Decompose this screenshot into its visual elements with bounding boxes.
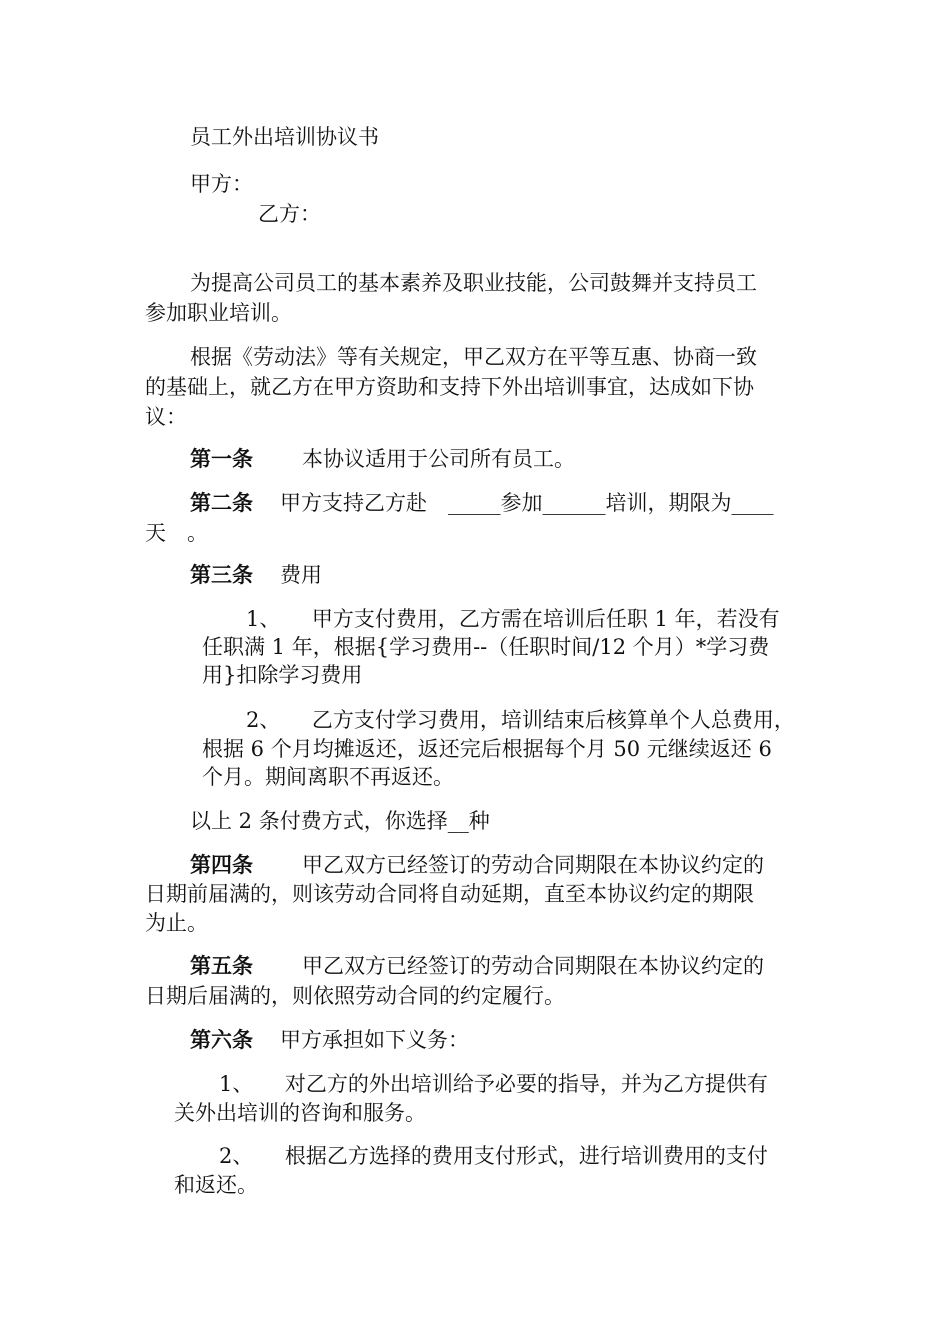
intro-paragraph-1-line-2: 参加职业培训。 xyxy=(145,301,292,325)
article-4-text: 甲乙双方已经签订的劳动合同期限在本协议约定的 xyxy=(302,853,764,877)
article-6-label: 第六条 xyxy=(190,1027,253,1052)
article-3-item-1-line-2: 任职满 1 年，根据{学习费用--（任职时间/12 个月）*学习费 xyxy=(202,635,770,659)
article-3-item-2-line-2: 根据 6 个月均摊返还，返还完后根据每个月 50 元继续返还 6 xyxy=(202,737,772,761)
article-6-item-1-line-2: 关外出培训的咨询和服务。 xyxy=(174,1101,426,1125)
article-3-item-1-line-1: 1、 甲方支付费用，乙方需在培训后任职 1 年，若没有 xyxy=(246,607,780,631)
article-2-text: 甲方支持乙方赴 _____参加______培训，期限为____ xyxy=(280,491,774,515)
article-4-text-cont-1: 日期前届满的，则该劳动合同将自动延期，直至本协议约定的期限 xyxy=(145,882,754,906)
document-title: 员工外出培训协议书 xyxy=(190,125,379,149)
party-b-label: 乙方： xyxy=(258,202,321,226)
intro-paragraph-2-line-2: 的基础上，就乙方在甲方资助和支持下外出培训事宜，达成如下协 xyxy=(145,375,754,399)
article-5-label: 第五条 xyxy=(190,953,253,978)
article-2-label: 第二条 xyxy=(190,490,253,515)
party-a-label: 甲方： xyxy=(190,172,253,196)
article-4-label: 第四条 xyxy=(190,852,253,877)
article-1-label: 第一条 xyxy=(190,446,253,471)
article-5-text-cont-1: 日期后届满的，则依照劳动合同的约定履行。 xyxy=(145,984,565,1008)
article-5-text: 甲乙双方已经签订的劳动合同期限在本协议约定的 xyxy=(302,954,764,978)
article-3-item-2-line-1: 2、 乙方支付学习费用，培训结束后核算单个人总费用， xyxy=(246,708,795,732)
article-3-item-1-line-3: 用}扣除学习费用 xyxy=(202,663,363,687)
article-1-text: 本协议适用于公司所有员工。 xyxy=(302,447,575,471)
article-6-item-1-line-1: 1、 对乙方的外出培训给予必要的指导，并为乙方提供有 xyxy=(219,1072,768,1096)
article-3-item-2-line-3: 个月。期间离职不再返还。 xyxy=(202,765,454,789)
intro-paragraph-2-line-3: 议： xyxy=(145,405,187,429)
article-2-text-cont: 天 。 xyxy=(145,521,208,545)
article-6-text: 甲方承担如下义务： xyxy=(280,1028,469,1052)
article-4-text-cont-2: 为止。 xyxy=(145,911,208,935)
payment-choice-line: 以上 2 条付费方式，你选择__种 xyxy=(190,809,490,833)
intro-paragraph-1-line-1: 为提高公司员工的基本素养及职业技能，公司鼓舞并支持员工 xyxy=(190,271,757,295)
article-3-text: 费用 xyxy=(280,563,322,587)
article-6-item-2-line-2: 和返还。 xyxy=(174,1173,258,1197)
article-3-label: 第三条 xyxy=(190,562,253,587)
intro-paragraph-2-line-1: 根据《劳动法》等有关规定，甲乙双方在平等互惠、协商一致 xyxy=(190,345,757,369)
article-6-item-2-line-1: 2、 根据乙方选择的费用支付形式，进行培训费用的支付 xyxy=(219,1144,768,1168)
